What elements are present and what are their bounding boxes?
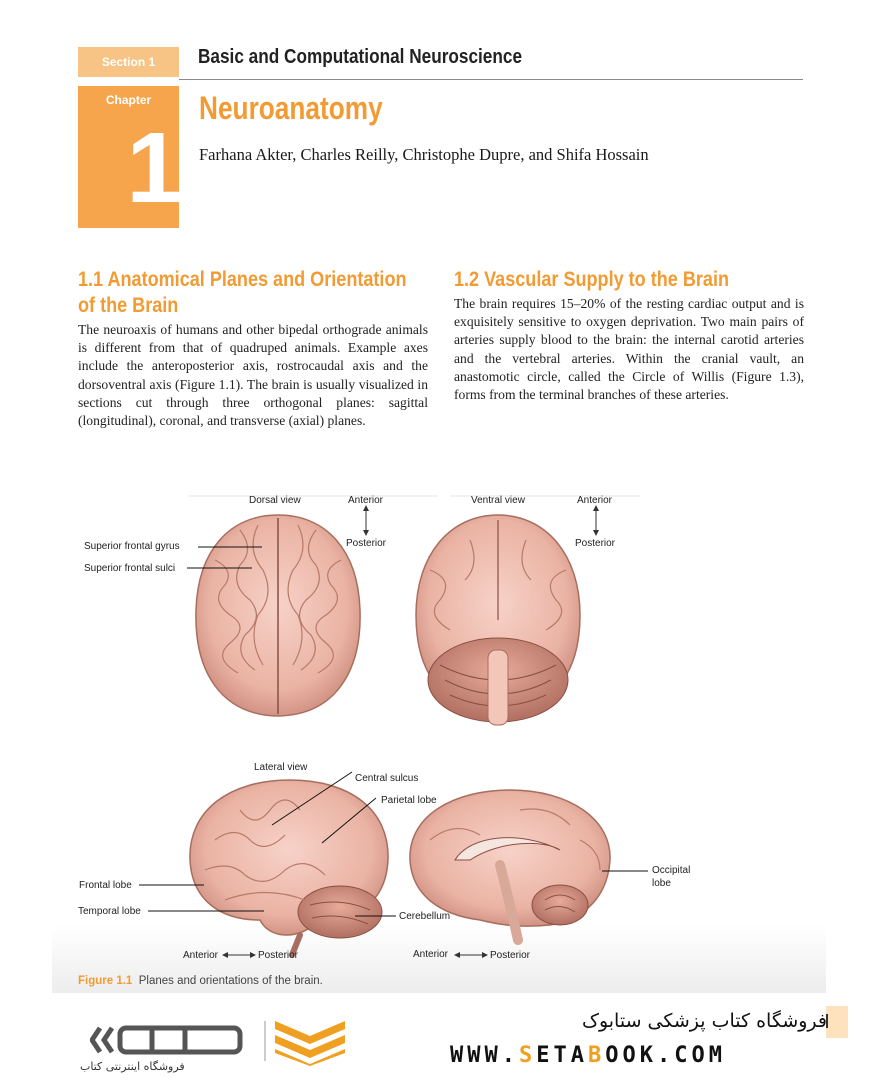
section-title: Basic and Computational Neuroscience xyxy=(198,46,523,68)
caption-text: Planes and orientations of the brain. xyxy=(138,975,323,987)
section-tab xyxy=(78,47,179,77)
url-part: WWW. xyxy=(450,1043,519,1068)
label-cerebellum: Cerebellum xyxy=(399,911,451,922)
label-anterior: Anterior xyxy=(348,495,384,506)
setabook-logo xyxy=(90,1016,360,1066)
label-lateral-view: Lateral view xyxy=(254,762,308,773)
section-heading: 1.2 Vascular Supply to the Brain xyxy=(454,268,730,291)
label-posterior: Posterior xyxy=(258,950,299,961)
heading-line: of the Brain xyxy=(78,294,179,317)
brain-figure xyxy=(0,480,877,980)
section-heading xyxy=(78,267,422,319)
caption-number: Figure 1.1 xyxy=(78,975,133,987)
url-highlight: B xyxy=(587,1043,606,1068)
label-posterior: Posterior xyxy=(346,538,387,549)
authors: Farhana Akter, Charles Reilly, Christophe Dupre, and Shifa Hossain xyxy=(199,145,649,164)
dorsal-brain xyxy=(187,515,360,716)
url-part: OOK.COM xyxy=(605,1043,726,1068)
section-1-1-body: The neuroaxis of humans and other bipedal orthograde animals is different from that of quadruped animals. Example axes include the anteroposterior axis, rostrocaudal axis and the dorsoventral axis (Figure 1.1). The brain is usually visualized in sections cut through three orthogonal planes: sagittal (longitudinal), coronal, and transverse (axial) planes. xyxy=(78,322,428,429)
store-url xyxy=(450,1043,726,1068)
label-temporal-lobe: Temporal lobe xyxy=(78,906,141,917)
section-1-2-body: The brain requires 15–20% of the resting cardiac output and is exquisitely sensitive to oxygen deprivation. Two main pairs of arteries supply blood to the brain: the internal carotid arteries and the vertebral arteries. Within the cranial vault, an anastomotic circle, called the Circle of Willis (Figure 1.3), forms from the terminal branches of these arteries. xyxy=(454,296,804,403)
store-name: فروشگاه کتاب پزشکی ستابوک xyxy=(581,1010,827,1032)
section-rule xyxy=(179,79,803,80)
label-ventral-view: Ventral view xyxy=(471,495,525,506)
heading-line: 1.1 Anatomical Planes and Orientation xyxy=(78,268,407,291)
lateral-brain xyxy=(139,772,396,955)
page-tab xyxy=(826,1006,848,1038)
label-occipital: Occipital xyxy=(652,865,691,876)
section-1-2 xyxy=(454,267,854,293)
chapter-label: Chapter xyxy=(105,93,152,107)
chapter-title: Neuroanatomy xyxy=(199,90,383,126)
label-anterior: Anterior xyxy=(183,950,219,961)
label-central-sulcus: Central sulcus xyxy=(355,773,419,784)
section-label: Section 1 xyxy=(101,55,156,69)
label-superior-frontal-gyrus: Superior frontal gyrus xyxy=(84,541,180,552)
label-parietal-lobe: Parietal lobe xyxy=(381,795,437,806)
chapter-number: 1 xyxy=(126,112,182,224)
label-occipital-lobe: lobe xyxy=(652,878,671,889)
label-frontal-lobe: Frontal lobe xyxy=(79,880,132,891)
section-1-1 xyxy=(78,267,478,319)
figure-caption xyxy=(78,975,323,987)
url-highlight: S xyxy=(518,1043,537,1068)
ventral-brain xyxy=(416,515,580,725)
url-part: ETA xyxy=(536,1043,588,1068)
logo-subtitle: فروشگاه اینترنتی کتاب xyxy=(80,1060,185,1073)
label-posterior: Posterior xyxy=(575,538,616,549)
label-anterior: Anterior xyxy=(413,949,449,960)
label-superior-frontal-sulci: Superior frontal sulci xyxy=(84,563,176,574)
label-dorsal-view: Dorsal view xyxy=(249,495,301,506)
label-posterior: Posterior xyxy=(490,950,531,961)
label-anterior: Anterior xyxy=(577,495,613,506)
